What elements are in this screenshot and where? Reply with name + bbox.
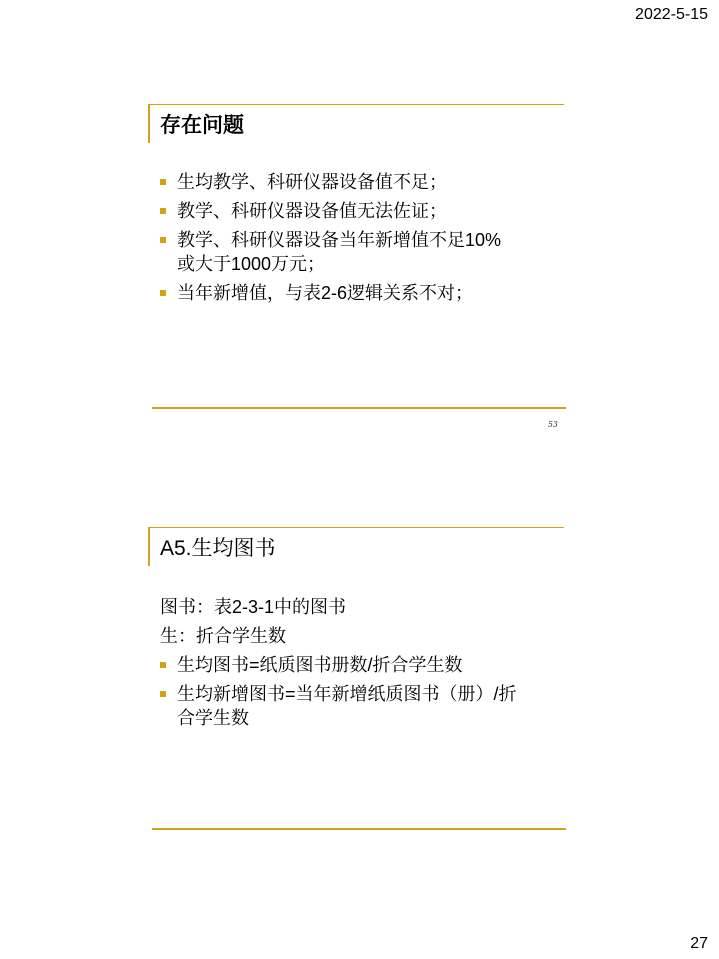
slide-bottom-rule bbox=[152, 407, 566, 429]
bullet-item bbox=[160, 170, 565, 194]
slide-thumbnail-1 bbox=[148, 104, 568, 429]
page-number: 27 bbox=[690, 935, 708, 952]
bullet-text: 生均图书=纸质图书册数/折合学生数 bbox=[177, 655, 463, 675]
slide-bottom-rule bbox=[152, 828, 566, 830]
text-line: 图书：表2-3-1中的图书 bbox=[160, 597, 347, 617]
square-bullet-icon bbox=[160, 662, 166, 668]
bullet-text: 教学、科研仪器设备值无法佐证； bbox=[177, 201, 447, 221]
slide-content bbox=[160, 170, 565, 310]
square-bullet-icon bbox=[160, 208, 166, 214]
bullet-item bbox=[160, 653, 565, 677]
bullet-item bbox=[160, 199, 565, 223]
square-bullet-icon bbox=[160, 691, 166, 697]
slide-title-bar bbox=[148, 527, 564, 566]
slide-number: 53 bbox=[547, 420, 558, 429]
bullet-text: 教学、科研仪器设备当年新增值不足10% 或大于1000万元； bbox=[177, 230, 502, 274]
bullet-item bbox=[160, 281, 565, 305]
slide-title: 存在问题 bbox=[160, 114, 244, 137]
square-bullet-icon bbox=[160, 290, 166, 296]
bullet-item bbox=[160, 228, 565, 276]
bullet-text: 生均新增图书=当年新增纸质图书（册）/折 合学生数 bbox=[177, 684, 517, 728]
bullet-text: 生均教学、科研仪器设备值不足； bbox=[177, 172, 447, 192]
bullet-item bbox=[160, 682, 565, 730]
slide-content bbox=[160, 595, 565, 735]
bullet-text: 当年新增值，与表2-6逻辑关系不对； bbox=[177, 283, 474, 303]
slide-title-bar bbox=[148, 104, 564, 143]
square-bullet-icon bbox=[160, 237, 166, 243]
slide-title: A5.生均图书 bbox=[160, 537, 276, 560]
print-date: 2022-5-15 bbox=[635, 6, 708, 23]
text-line: 生：折合学生数 bbox=[160, 626, 286, 646]
square-bullet-icon bbox=[160, 179, 166, 185]
slide-thumbnail-2 bbox=[148, 527, 568, 830]
